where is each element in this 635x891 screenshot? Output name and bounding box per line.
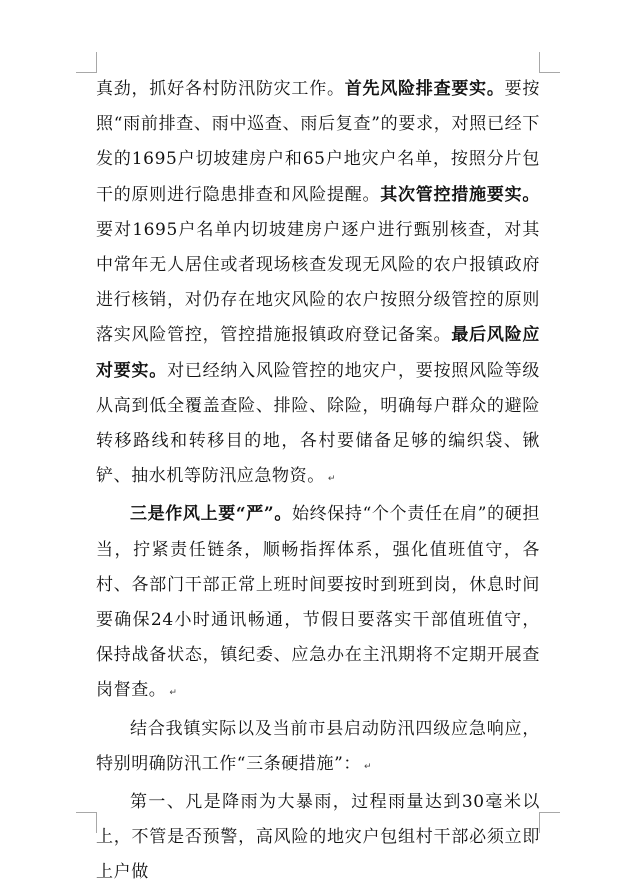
bold-heading-work-style: 三是作风上要“严”。 [130,504,292,525]
paragraph-mark-icon: ↵ [327,474,336,485]
document-body[interactable] [96,72,540,891]
paragraph-text: 第一、凡是降雨为大暴雨，过程雨量达到30毫米以上，不管是否预警，高风险的地灾户包组村干部必须立即上户做 [96,792,540,883]
paragraph-first-measure [96,785,540,891]
paragraph-work-style [96,497,540,711]
page-corner-mark-bottom-left [76,812,97,833]
paragraph-text: 要按照“雨前排查、雨中巡查、雨后复查”的要求，对照已经下发的1695户切坡建房户和65户地灾户名单，按照分片包干的原则进行隐患排查和风险提醒。 [96,79,541,205]
paragraph-text: 真劲，抓好各村防汛防灾工作。 [96,79,345,99]
paragraph-text: 始终保持“个个责任在肩”的硬担当，拧紧责任链条，顺畅指挥体系，强化值班值守，各村、各部门干部正常上班时间要按时到班到岗，休息时间要确保24小时通讯畅通，节假日要落实干部值班值守，保持战备状态，镇纪委、应急办在主汛期将不定期开展查岗督查。 [96,504,540,701]
bold-heading-control-measures: 其次管控措施要实。 [380,184,540,205]
paragraph-mark-icon: ↵ [363,761,372,772]
bold-heading-risk-response: 最后风险应对要实。 [96,325,541,381]
paragraph-mark-icon: ↵ [169,688,177,699]
paragraph-text: 要对1695户名单内切坡建房户逐户进行甄别核查，对其中常年无人居住或者现场核查发现无风险的农户报镇政府进行核销，对仍存在地灾风险的农户按照分级管控的原则落实风险管控，管控措施报镇政府登记备案。 [96,219,540,346]
page-corner-mark-top-left [76,52,97,73]
page-corner-mark-bottom-right [539,812,560,833]
bold-heading-risk-check: 首先风险排查要实。 [344,79,505,99]
paragraph-risk-measures [96,72,540,497]
page-corner-mark-top-right [539,52,560,73]
paragraph-text: 对已经纳入风险管控的地灾户，要按照风险等级从高到低全覆盖查险、排险、除险，明确每户群众的避险转移路线和转移目的地，各村要储备足够的编织袋、锹铲、抽水机等防汛应急物资。 [96,360,540,487]
paragraph-three-measures-intro [96,712,540,785]
paragraph-text: 结合我镇实际以及当前市县启动防汛四级应急响应，特别明确防汛工作“三条硬措施”： [96,718,540,774]
